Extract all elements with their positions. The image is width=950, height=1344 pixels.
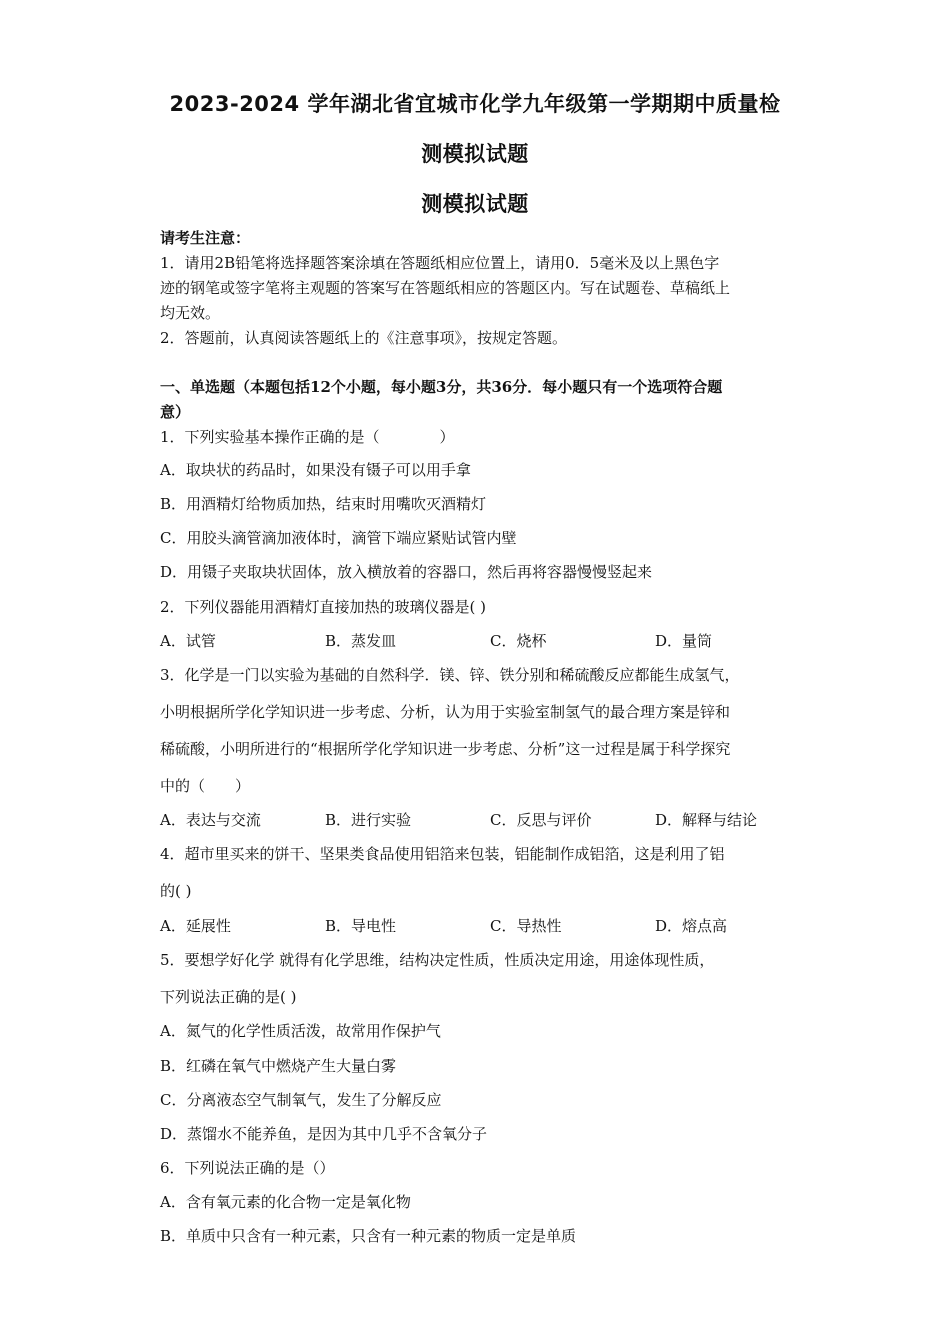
section-heading-line1: 一、单选题（本题包括12个小题，每小题3分，共36分．每小题只有一个选项符合题	[160, 378, 723, 396]
q1-option-d: D．用镊子夹取块状固体，放入横放着的容器口，然后再将容器慢慢竖起来	[160, 563, 653, 581]
notice-item1-line1: 1．请用2B铅笔将选择题答案涂填在答题纸相应位置上，请用0．5毫米及以上黑色字	[160, 254, 720, 272]
q3-stem-line4: 中的（ ）	[160, 777, 251, 795]
q3-option-c: C．反思与评价	[490, 811, 592, 829]
q5-option-b: B．红磷在氧气中燃烧产生大量白雾	[160, 1057, 397, 1075]
q4-option-d: D．熔点高	[655, 917, 728, 935]
notice-heading: 请考生注意：	[160, 229, 251, 247]
notice-item2: 2．答题前，认真阅读答题纸上的《注意事项》，按规定答题。	[160, 329, 568, 347]
q1-option-a: A．取块状的药品时，如果没有镊子可以用手拿	[160, 461, 471, 479]
q1-option-b: B．用酒精灯给物质加热，结束时用嘴吹灭酒精灯	[160, 495, 487, 513]
q3-stem-line2: 小明根据所学化学知识进一步考虑、分析，认为用于实验室制氢气的最合理方案是锌和	[160, 703, 731, 721]
q5-option-a: A．氮气的化学性质活泼，故常用作保护气	[160, 1022, 441, 1040]
q2-option-d: D．量筒	[655, 632, 713, 650]
q5-option-c: C．分离液态空气制氧气，发生了分解反应	[160, 1091, 442, 1109]
q6-option-b: B．单质中只含有一种元素，只含有一种元素的物质一定是单质	[160, 1227, 577, 1245]
q2-option-b: B．蒸发皿	[325, 632, 397, 650]
q4-options	[160, 915, 830, 936]
q2-option-c: C．烧杯	[490, 632, 547, 650]
q5-option-d: D．蒸馏水不能养鱼，是因为其中几乎不含氧分子	[160, 1125, 488, 1143]
q1-stem: 1．下列实验基本操作正确的是（ ）	[160, 428, 455, 446]
q3-option-d: D．解释与结论	[655, 811, 758, 829]
q4-option-a: A．延展性	[160, 917, 231, 935]
q4-option-b: B．导电性	[325, 917, 397, 935]
q4-stem-line2: 的( )	[160, 882, 192, 900]
exam-title-line3: 测模拟试题	[421, 192, 529, 216]
q3-option-b: B．进行实验	[325, 811, 412, 829]
notice-item1-line3: 均无效。	[160, 304, 221, 322]
q2-option-a: A．试管	[160, 632, 216, 650]
notice-item1-line2: 迹的钢笔或签字笔将主观题的答案写在答题纸相应的答题区内。写在试题卷、草稿纸上	[160, 279, 731, 297]
exam-title-line2: 测模拟试题	[421, 142, 529, 166]
q2-stem: 2．下列仪器能用酒精灯直接加热的玻璃仪器是( )	[160, 598, 487, 616]
q6-stem: 6．下列说法正确的是（）	[160, 1159, 335, 1177]
q5-stem-line1: 5．要想学好化学 就得有化学思维，结构决定性质，性质决定用途，用途体现性质，	[160, 951, 715, 969]
q5-stem-line2: 下列说法正确的是( )	[160, 988, 297, 1006]
q3-options	[160, 809, 830, 830]
q6-option-a: A．含有氧元素的化合物一定是氧化物	[160, 1193, 411, 1211]
section-heading-line2: 意）	[160, 403, 191, 421]
q3-option-a: A．表达与交流	[160, 811, 261, 829]
q4-option-c: C．导热性	[490, 917, 562, 935]
q4-stem-line1: 4．超市里买来的饼干、坚果类食品使用铝箔来包装，铝能制作成铝箔，这是利用了铝	[160, 845, 725, 863]
q3-stem-line3: 稀硫酸，小明所进行的“根据所学化学知识进一步考虑、分析”这一过程是属于科学探究	[160, 740, 731, 758]
q1-option-c: C．用胶头滴管滴加液体时，滴管下端应紧贴试管内壁	[160, 529, 517, 547]
exam-title-line1: 2023-2024 学年湖北省宜城市化学九年级第一学期期中质量检	[169, 92, 781, 116]
q2-options	[160, 630, 830, 651]
q3-stem-line1: 3．化学是一门以实验为基础的自然科学．镁、锌、铁分别和稀硫酸反应都能生成氢气，	[160, 666, 740, 684]
